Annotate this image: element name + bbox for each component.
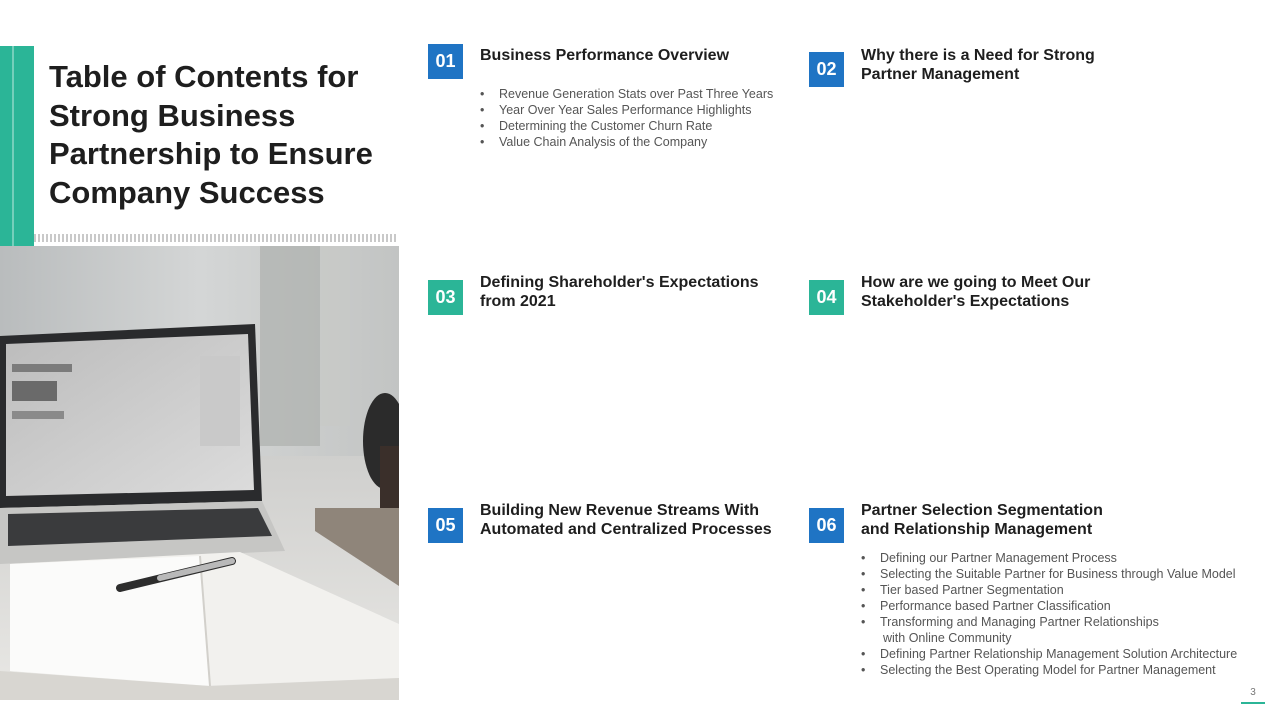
page-title: Table of Contents for Strong Business Partnership to Ensure Company Success xyxy=(49,59,373,210)
section-01-title[interactable]: Business Performance Overview xyxy=(480,47,730,64)
list-item: • Defining our Partner Management Process xyxy=(861,550,1237,566)
section-03-title[interactable]: Defining Shareholder's Expectations from 2021 xyxy=(480,274,759,310)
list-item: • Performance based Partner Classification xyxy=(861,598,1237,614)
section-05-number-badge: 05 xyxy=(428,508,463,543)
list-item: • Transforming and Managing Partner Relationships xyxy=(861,614,1237,630)
section-01-bullet-list xyxy=(480,86,773,150)
list-item: • Revenue Generation Stats over Past Three Years xyxy=(480,86,773,102)
section-03-number-badge: 03 xyxy=(428,280,463,315)
list-item: • Defining Partner Relationship Management Solution Architecture xyxy=(861,646,1237,662)
section-04-number-badge: 04 xyxy=(809,280,844,315)
decorative-stripe xyxy=(34,234,397,242)
list-item: • Year Over Year Sales Performance Highlights xyxy=(480,102,773,118)
laptop-notebook-photo xyxy=(0,246,399,700)
section-06-number-badge: 06 xyxy=(809,508,844,543)
section-05-title[interactable]: Building New Revenue Streams With Automated and Centralized Processes xyxy=(480,502,772,538)
section-02-number-badge: 02 xyxy=(809,52,844,87)
section-06-title[interactable]: Partner Selection Segmentation and Relationship Management xyxy=(861,502,1103,538)
list-item: • Value Chain Analysis of the Company xyxy=(480,134,773,150)
list-item: with Online Community xyxy=(883,631,1012,645)
list-item: • Tier based Partner Segmentation xyxy=(861,582,1237,598)
section-01-number-badge: 01 xyxy=(428,44,463,79)
section-02-title[interactable]: Why there is a Need for Strong Partner Management xyxy=(861,47,1095,83)
section-06-bullet-list xyxy=(861,550,1237,678)
section-04-title[interactable]: How are we going to Meet Our Stakeholder's Expectations xyxy=(861,274,1091,310)
list-item: • Selecting the Suitable Partner for Business through Value Model xyxy=(861,566,1237,582)
list-item: • Selecting the Best Operating Model for Partner Management xyxy=(861,662,1237,678)
list-item: • Determining the Customer Churn Rate xyxy=(480,118,773,134)
page-number-underline xyxy=(1241,702,1265,704)
page-number: 3 xyxy=(1250,687,1256,698)
